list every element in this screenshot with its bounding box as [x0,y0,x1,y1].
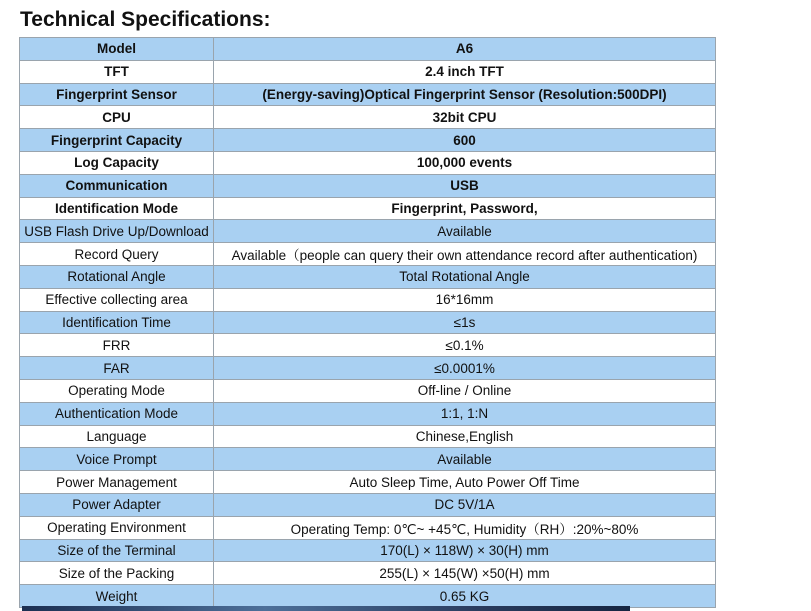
spec-label: Fingerprint Capacity [20,129,214,152]
spec-label: Voice Prompt [20,448,214,471]
spec-value: Chinese,English [214,425,716,448]
spec-label: Model [20,38,214,61]
spec-value: 2.4 inch TFT [214,60,716,83]
table-row [20,357,716,380]
spec-label: Weight [20,585,214,608]
spec-label: Power Management [20,471,214,494]
spec-value: Total Rotational Angle [214,265,716,288]
spec-value: USB [214,174,716,197]
spec-label: Operating Environment [20,516,214,539]
table-row [20,197,716,220]
spec-value: Off-line / Online [214,379,716,402]
table-row [20,562,716,585]
spec-label: TFT [20,60,214,83]
spec-value: ≤0.0001% [214,357,716,380]
table-row [20,106,716,129]
table-row [20,334,716,357]
spec-value: (Energy-saving)Optical Fingerprint Sensor (Resolution:500DPI) [214,83,716,106]
table-row [20,38,716,61]
spec-label: USB Flash Drive Up/Download [20,220,214,243]
bottom-image-edge [22,606,630,611]
spec-label: Power Adapter [20,493,214,516]
table-row [20,539,716,562]
table-row [20,220,716,243]
spec-label: Operating Mode [20,379,214,402]
spec-label: Authentication Mode [20,402,214,425]
spec-label: Identification Time [20,311,214,334]
spec-table-body [20,38,716,608]
spec-value: 170(L) × 118W) × 30(H) mm [214,539,716,562]
page-title: Technical Specifications: [20,8,271,31]
spec-value: DC 5V/1A [214,493,716,516]
table-row [20,425,716,448]
table-row [20,265,716,288]
spec-label: Identification Mode [20,197,214,220]
table-row [20,151,716,174]
spec-value: 32bit CPU [214,106,716,129]
table-row [20,83,716,106]
spec-value: 0.65 KG [214,585,716,608]
spec-value: Available（people can query their own attendance record after authentication) [214,243,716,266]
spec-value: 100,000 events [214,151,716,174]
spec-value: Available [214,448,716,471]
spec-label: CPU [20,106,214,129]
table-row [20,448,716,471]
spec-label: Log Capacity [20,151,214,174]
spec-label: Effective collecting area [20,288,214,311]
spec-value: ≤0.1% [214,334,716,357]
spec-label: FRR [20,334,214,357]
table-row [20,60,716,83]
spec-label: Fingerprint Sensor [20,83,214,106]
spec-value: 16*16mm [214,288,716,311]
spec-label: Communication [20,174,214,197]
table-row [20,585,716,608]
spec-value: Available [214,220,716,243]
spec-value: Operating Temp: 0℃~ +45℃, Humidity（RH）:20%~80% [214,516,716,539]
table-row [20,311,716,334]
table-row [20,493,716,516]
table-row [20,516,716,539]
table-row [20,129,716,152]
spec-label: Record Query [20,243,214,266]
spec-label: Size of the Terminal [20,539,214,562]
spec-label: Language [20,425,214,448]
table-row [20,243,716,266]
table-row [20,471,716,494]
spec-value: ≤1s [214,311,716,334]
spec-label: Rotational Angle [20,265,214,288]
spec-value: Auto Sleep Time, Auto Power Off Time [214,471,716,494]
spec-value: Fingerprint, Password, [214,197,716,220]
spec-table [19,37,716,608]
spec-label: Size of the Packing [20,562,214,585]
table-row [20,288,716,311]
spec-value: 1:1, 1:N [214,402,716,425]
table-row [20,402,716,425]
table-row [20,379,716,402]
spec-value: A6 [214,38,716,61]
table-row [20,174,716,197]
spec-value: 255(L) × 145(W) ×50(H) mm [214,562,716,585]
spec-value: 600 [214,129,716,152]
spec-label: FAR [20,357,214,380]
